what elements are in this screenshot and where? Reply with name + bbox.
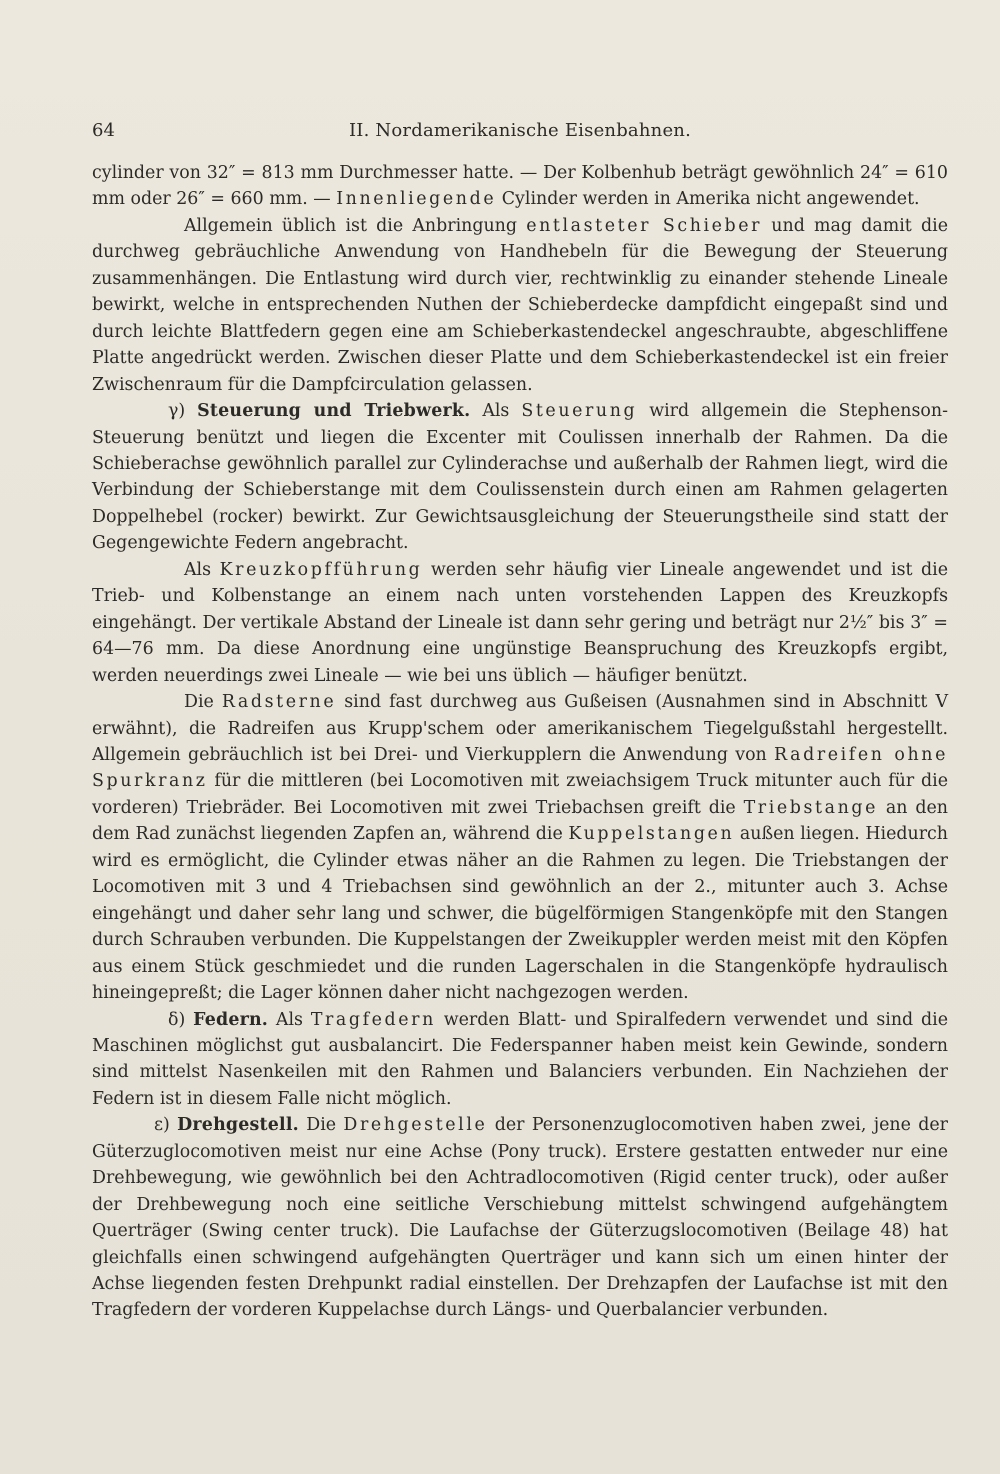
text-run: cylinder von 32″ = 813 mm Durchmesser hatte. — Der Kolbenhub beträgt gewöhnlich 24″ = 610 mm oder 26″ = 660 mm. — (92, 163, 948, 210)
paragraph-federn (92, 1007, 948, 1113)
text-run: und mag damit die durchweg gebräuchliche Anwendung von Handhebeln für die Bewegung der Steuerung zusammenhängen. Die Entlastung wird durch vier, rechtwinklig zu einander stehende Lineale bewirkt, welche in entsprechenden Nuthen der Schieberdecke dampfdicht eingepaßt sind und durch leichte Blattfedern gegen eine am Schieberkastendeckel angeschraubte, abgeschliffene Platte angedrückt werden. Zwischen dieser Platte und dem Schieberkastendeckel ist ein freier Zwischenraum für die Dampfcirculation gelassen. (92, 215, 948, 395)
running-title: II. Nordamerikanische Eisenbahnen. (348, 120, 692, 141)
text-run: Als (268, 1009, 311, 1030)
text-run: der Personenzuglocomotiven haben zwei, jene der Güterzuglocomotiven meist nur eine Achse (Pony truck). Erstere gestatten entweder nur eine Drehbewegung, wie gewöhnlich bei den Achtradlocomotiven (Rigid center truck), oder außer der Drehbewegung noch eine seitliche Verschiebung mittelst schwingend aufgehängtem Querträger (Swing center truck). Die Laufachse der Güterzugslocomotiven (Beilage 48) hat gleichfalls einen schwingend aufgehängten Querträger und kann sich um einen hinter der Achse liegenden festen Drehpunkt radial einstellen. Der Drehzapfen der Laufachse ist mit den Tragfedern der vorderen Kuppelachse durch Längs- und Querbalancier verbunden. (92, 1115, 948, 1321)
spaced-term: Radreifen ohne Spurkranz (92, 744, 948, 792)
text-run: wird allgemein die Stephenson-Steuerung benützt und liegen die Excenter mit Coulissen innerhalb der Rahmen. Da die Schieberachse gewöhnlich parallel zur Cylinderachse und außerhalb der Rahmen liegt, wird die Verbindung der Schieberstange mit dem Coulissenstein durch einen am Rahmen gelagerten Doppelhebel (rocker) bewirkt. Zur Gewichtsausgleichung der Steuerungstheile sind statt der Gegengewichte Federn angebracht. (92, 401, 948, 554)
text-run: Cylinder werden in Amerika nicht angewendet. (496, 189, 920, 210)
spaced-term: entlasteter Schieber (526, 215, 763, 236)
text-run: außen liegen. Hiedurch wird es ermöglicht, die Cylinder etwas näher an die Rahmen zu legen. Die Triebstangen der Locomotiven mit 3 und 4 Triebachsen sind gewöhnlich an der 2., mitunter auch 3. Achse eingehängt und daher sehr lang und schwer, die bügelförmigen Stangenköpfe mit den Stangen durch Schrauben verbunden. Die Kuppelstangen der Zweikuppler werden meist mit den Köpfen aus einem Stück geschmiedet und die runden Lagerschalen in die Stangenköpfe hydraulisch hineingepreßt; die Lager können daher nicht nachgezogen werden. (92, 824, 948, 1004)
section-marker: ε) (154, 1115, 178, 1136)
spaced-term: Kuppelstangen (568, 824, 735, 845)
text-run: sind fast durchweg aus Gußeisen (Ausnahmen sind in Abschnitt V erwähnt), die Radreifen aus Krupp'schem oder amerikanischem Tiegelgußstahl hergestellt. Allgemein gebräuchlich ist bei Drei- und Vierkupplern die Anwendung von (92, 692, 949, 765)
paragraph-radsterne (92, 689, 948, 1006)
body-text (92, 160, 948, 1324)
text-run: Die (184, 692, 222, 713)
text-run: Als (470, 401, 522, 422)
text-run: an den dem Rad zunächst liegenden Zapfen an, während die (92, 797, 949, 845)
text-run: für die mittleren (bei Locomotiven mit zweiachsigem Truck mitunter auch für die vorderen) Triebräder. Bei Locomotiven mit zwei Triebachsen greift die (92, 771, 948, 818)
text-run: Als (184, 559, 220, 580)
paragraph-kreuzkopf (92, 557, 948, 689)
section-heading: Steuerung und Triebwerk. (197, 401, 471, 422)
page-number: 64 (92, 120, 115, 141)
section-heading: Drehgestell. (177, 1115, 299, 1136)
paragraph-cylinder (92, 160, 948, 213)
page-header (92, 116, 948, 146)
paragraph-steuerung (92, 398, 948, 557)
spaced-term: Innenliegende (336, 189, 497, 210)
spaced-term: Steuerung (521, 401, 638, 422)
spaced-term: Kreuzkopfführung (219, 559, 423, 580)
text-run: werden sehr häufig vier Lineale angewendet und ist die Trieb- und Kolbenstange an einem nach unten vorstehenden Lappen des Kreuzkopfs eingehängt. Der vertikale Abstand der Lineale ist dann sehr gering und beträgt nur 2½″ bis 3″ = 64—76 mm. Da diese Anordnung eine ungünstige Beanspruchung des Kreuzkopfs ergibt, werden neuerdings zwei Lineale — wie bei uns üblich — häufiger benützt. (92, 559, 948, 686)
section-heading: Federn. (193, 1009, 269, 1030)
paragraph-drehgestell (92, 1112, 948, 1324)
text-run: Die (298, 1115, 344, 1136)
spaced-term: Triebstange (743, 797, 879, 818)
text-run: Allgemein üblich ist die Anbringung (184, 215, 527, 236)
section-marker: γ) (168, 401, 198, 422)
spaced-term: Drehgestelle (343, 1115, 488, 1136)
paragraph-schieber (92, 213, 948, 398)
spaced-term: Radsterne (221, 692, 337, 713)
section-marker: δ) (168, 1009, 194, 1030)
text-run: werden Blatt- und Spiralfedern verwendet und sind die Maschinen möglichst gut ausbalancirt. Die Federspanner haben meist kein Gewinde, sondern sind mittelst Nasenkeilen mit den Rahmen und Balanciers verbunden. Ein Nachziehen der Federn ist in diesem Falle nicht möglich. (92, 1009, 948, 1109)
spaced-term: Tragfedern (310, 1009, 436, 1030)
